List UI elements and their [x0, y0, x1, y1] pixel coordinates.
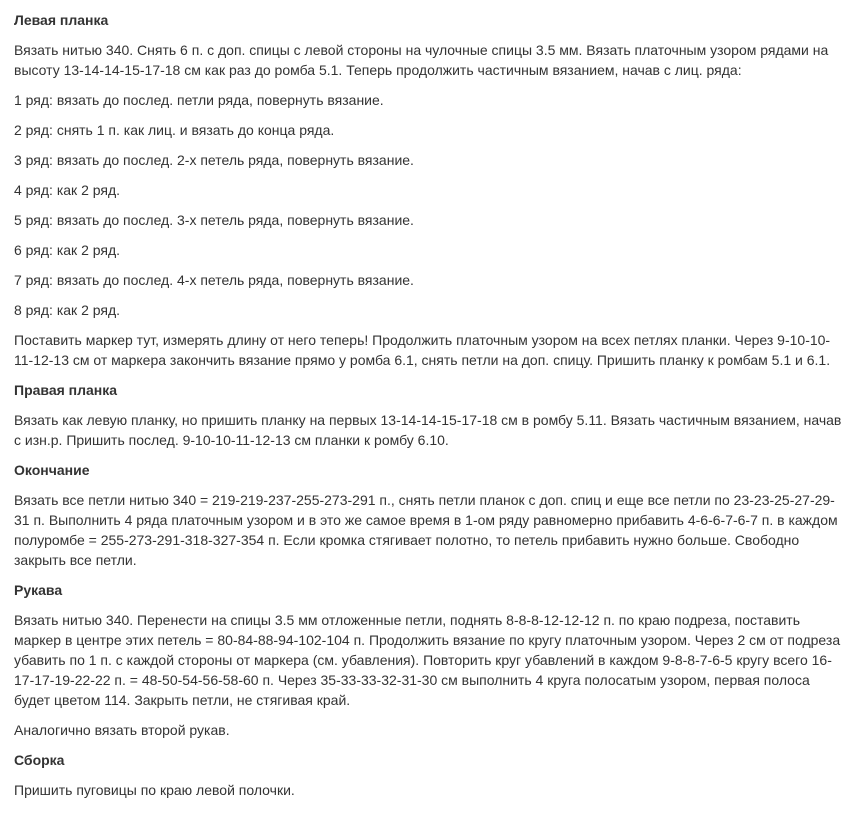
paragraph: 6 ряд: как 2 ряд.	[14, 242, 121, 258]
paragraph: 7 ряд: вязать до послед. 4-х петель ряда, повернуть вязание.	[14, 272, 414, 288]
section-heading: Сборка	[14, 752, 65, 768]
paragraph: Пришить пуговицы по краю левой полочки.	[14, 782, 295, 798]
section-assembly	[14, 750, 848, 800]
document-body	[14, 0, 848, 810]
section-sleeves	[14, 580, 848, 740]
paragraph: Аналогично вязать второй рукав.	[14, 722, 230, 738]
paragraph: 3 ряд: вязать до послед. 2-х петель ряда, повернуть вязание.	[14, 152, 414, 168]
paragraph: 5 ряд: вязать до послед. 3-х петель ряда, повернуть вязание.	[14, 212, 414, 228]
section-heading: Рукава	[14, 582, 63, 598]
section-heading: Левая планка	[14, 12, 109, 28]
section-finishing	[14, 460, 848, 570]
paragraph: Вязать все петли нитью 340 = 219-219-237-255-273-291 п., снять петли планок с доп. спиц и еще все петли по 23-23-25-27-29-31 п. Выполнить 4 ряда платочным узором и в это же самое время в 1-ом ряду равномерно прибавить 4-6-6-7-6-7 п. в каждом полуромбе = 255-273-291-318-327-354 п. Если кромка стягивает полотно, то петель прибавить нужно больше. Свободно закрыть все петли.	[14, 492, 838, 568]
paragraph: 2 ряд: снять 1 п. как лиц. и вязать до конца ряда.	[14, 122, 335, 138]
paragraph: 8 ряд: как 2 ряд.	[14, 302, 121, 318]
section-left-placket	[14, 10, 848, 370]
section-right-placket	[14, 380, 848, 450]
paragraph: Поставить маркер тут, измерять длину от него теперь! Продолжить платочным узором на всех петлях планки. Через 9-10-10-11-12-13 см от маркера закончить вязание прямо у ромба 6.1, снять петли на доп. спицу. Пришить планку к ромбам 5.1 и 6.1.	[14, 332, 831, 368]
paragraph: 4 ряд: как 2 ряд.	[14, 182, 121, 198]
section-heading: Окончание	[14, 462, 90, 478]
paragraph: Вязать нитью 340. Снять 6 п. с доп. спицы с левой стороны на чулочные спицы 3.5 мм. Вязать платочным узором рядами на высоту 13-14-14-15-17-18 см как раз до ромба 5.1. Теперь продолжить частичным вязанием, начав с лиц. ряда:	[14, 42, 829, 78]
paragraph: Вязать нитью 340. Перенести на спицы 3.5 мм отложенные петли, поднять 8-8-8-12-12-12 п. по краю подреза, поставить маркер в центре этих петель = 80-84-88-94-102-104 п. Продолжить вязание по кругу платочным узором. Через 2 см от подреза убавить по 1 п. с каждой стороны от маркера (см. убавления). Повторить круг убавлений в каждом 9-8-8-7-6-5 кругу всего 16-17-17-19-22-22 п. = 48-50-54-56-58-60 п. Через 35-33-33-32-31-30 см выполнить 4 круга полосатым узором, первая полоса будет цветом 114. Закрыть петли, не стягивая край.	[14, 612, 841, 708]
paragraph: Вязать как левую планку, но пришить планку на первых 13-14-14-15-17-18 см в ромбу 5.11. Вязать частичным вязанием, начав с изн.р. Пришить послед. 9-10-10-11-12-13 см планки к ромбу 6.10.	[14, 412, 842, 448]
section-heading: Правая планка	[14, 382, 118, 398]
paragraph: 1 ряд: вязать до послед. петли ряда, повернуть вязание.	[14, 92, 384, 108]
